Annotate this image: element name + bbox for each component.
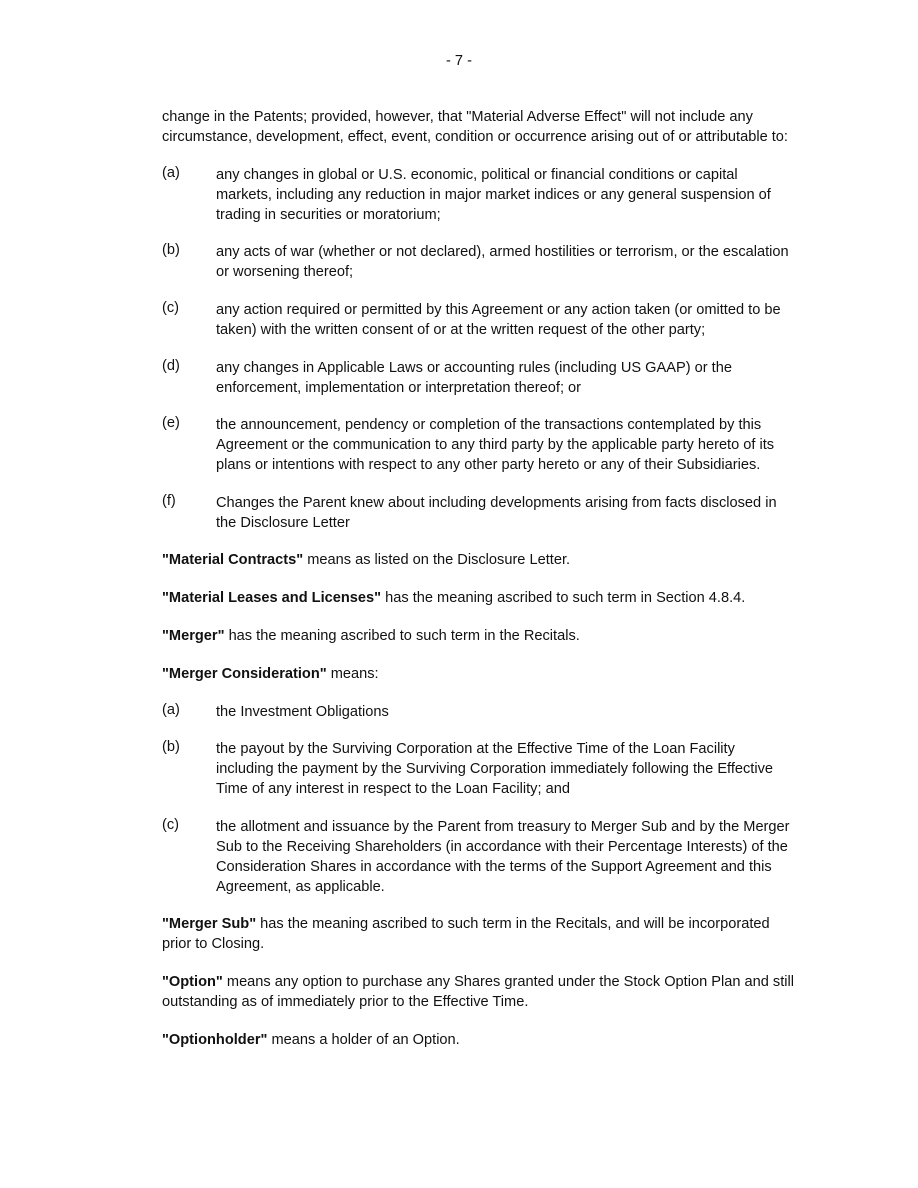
line-text: means any option to purchase any Shares granted under the Stock Option Plan and still (222, 974, 794, 990)
text-line (216, 493, 777, 513)
line-text: the payout by the Surviving Corporation at the Effective Time of the Loan Facility (216, 741, 735, 757)
line-text: has the meaning ascribed to such term in Section 4.8.4. (381, 590, 746, 606)
text-line (162, 972, 822, 992)
definition (162, 664, 822, 684)
line-text: has the meaning ascribed to such term in the Recitals. (224, 628, 580, 644)
text-line (216, 435, 774, 455)
line-text: means a holder of an Option. (267, 1032, 460, 1048)
page-number: - 7 - (446, 53, 472, 69)
text-line (162, 992, 822, 1012)
text-line (216, 415, 774, 435)
text-line (162, 934, 822, 954)
text-line (216, 857, 790, 877)
definition (162, 626, 822, 646)
list-item-text (216, 358, 732, 398)
text-line (216, 739, 773, 759)
line-text: outstanding as of immediately prior to the Effective Time. (162, 994, 529, 1010)
line-text: any action required or permitted by this Agreement or any action taken (or omitted to be (216, 302, 781, 318)
text-line (162, 588, 822, 608)
definition (162, 914, 822, 954)
list-marker: (b) (162, 739, 180, 755)
text-line (216, 702, 389, 722)
definition (162, 588, 822, 608)
line-text: has the meaning ascribed to such term in the Recitals, and will be incorporated (256, 916, 770, 932)
line-text: means: (326, 666, 379, 682)
line-text: the allotment and issuance by the Parent from treasury to Merger Sub and by the Merger (216, 819, 790, 835)
defined-term: "Material Contracts" (162, 552, 304, 568)
list-item-text (216, 165, 771, 225)
list-item-text (216, 242, 789, 282)
defined-term: "Merger Sub" (162, 916, 257, 932)
line-text: enforcement, implementation or interpretation thereof; or (216, 380, 582, 396)
line-text: Consideration Shares in accordance with the terms of the Support Agreement and this (216, 859, 772, 875)
text-line (162, 626, 822, 646)
text-line (216, 455, 774, 475)
line-text: Time of any interest in respect to the Loan Facility; and (216, 781, 570, 797)
text-line (216, 759, 773, 779)
defined-term: "Merger" (162, 628, 225, 644)
list-item-text (216, 739, 773, 799)
text-line (216, 837, 790, 857)
line-text: any changes in Applicable Laws or accounting rules (including US GAAP) or the (216, 360, 732, 376)
text-line (162, 550, 822, 570)
definition (162, 550, 822, 570)
text-line (216, 817, 790, 837)
line-text: any acts of war (whether or not declared), armed hostilities or terrorism, or the escalation (216, 244, 789, 260)
line-text: Changes the Parent knew about including developments arising from facts disclosed in (216, 495, 777, 511)
line-text: the Investment Obligations (216, 704, 389, 720)
text-line (216, 513, 777, 533)
text-line (162, 1030, 822, 1050)
paragraph (162, 107, 822, 147)
text-line (216, 300, 781, 320)
line-text: the announcement, pendency or completion of the transactions contemplated by this (216, 417, 762, 433)
text-line (162, 914, 822, 934)
text-line (162, 127, 822, 147)
list-item-text (216, 415, 774, 475)
line-text: or worsening thereof; (216, 264, 354, 280)
line-text: the Disclosure Letter (216, 515, 350, 531)
text-line (216, 877, 790, 897)
list-marker: (a) (162, 702, 180, 718)
line-text: Agreement or the communication to any third party by the applicable party hereto of its (216, 437, 775, 453)
line-text: Agreement, as applicable. (216, 879, 385, 895)
text-line (216, 185, 771, 205)
line-text: plans or intentions with respect to any other party hereto or any of their Subsidiaries. (216, 457, 761, 473)
text-line (216, 165, 771, 185)
list-item-text (216, 493, 777, 533)
definition (162, 972, 822, 1012)
line-text: taken) with the written consent of or at the written request of the other party; (216, 322, 706, 338)
line-text: prior to Closing. (162, 936, 265, 952)
line-text: means as listed on the Disclosure Letter. (303, 552, 571, 568)
list-marker: (f) (162, 493, 176, 509)
list-marker: (e) (162, 415, 180, 431)
list-item-text (216, 300, 781, 340)
line-text: Sub to the Receiving Shareholders (in accordance with their Percentage Interests) of the (216, 839, 788, 855)
text-line (216, 378, 732, 398)
list-marker: (a) (162, 165, 180, 181)
defined-term: "Optionholder" (162, 1032, 268, 1048)
line-text: trading in securities or moratorium; (216, 207, 441, 223)
list-marker: (d) (162, 358, 180, 374)
defined-term: "Option" (162, 974, 223, 990)
list-item-text (216, 702, 389, 722)
text-line (216, 242, 789, 262)
defined-term: "Merger Consideration" (162, 666, 327, 682)
line-text: including the payment by the Surviving Corporation immediately following the Effective (216, 761, 774, 777)
text-line (216, 205, 771, 225)
text-line (162, 107, 822, 127)
text-line (216, 358, 732, 378)
text-line (162, 664, 822, 684)
defined-term: "Material Leases and Licenses" (162, 590, 382, 606)
line-text: markets, including any reduction in major market indices or any general suspension of (216, 187, 771, 203)
list-marker: (b) (162, 242, 180, 258)
list-marker: (c) (162, 817, 180, 833)
text-line (216, 262, 789, 282)
text-line (216, 779, 773, 799)
line-text: circumstance, development, effect, event, condition or occurrence arising out of or attributable to: (162, 129, 788, 145)
list-marker: (c) (162, 300, 180, 316)
line-text: any changes in global or U.S. economic, political or financial conditions or capital (216, 167, 738, 183)
list-item-text (216, 817, 790, 897)
definition (162, 1030, 822, 1050)
text-line (216, 320, 781, 340)
line-text: change in the Patents; provided, however, that "Material Adverse Effect" will not include any (162, 109, 753, 125)
